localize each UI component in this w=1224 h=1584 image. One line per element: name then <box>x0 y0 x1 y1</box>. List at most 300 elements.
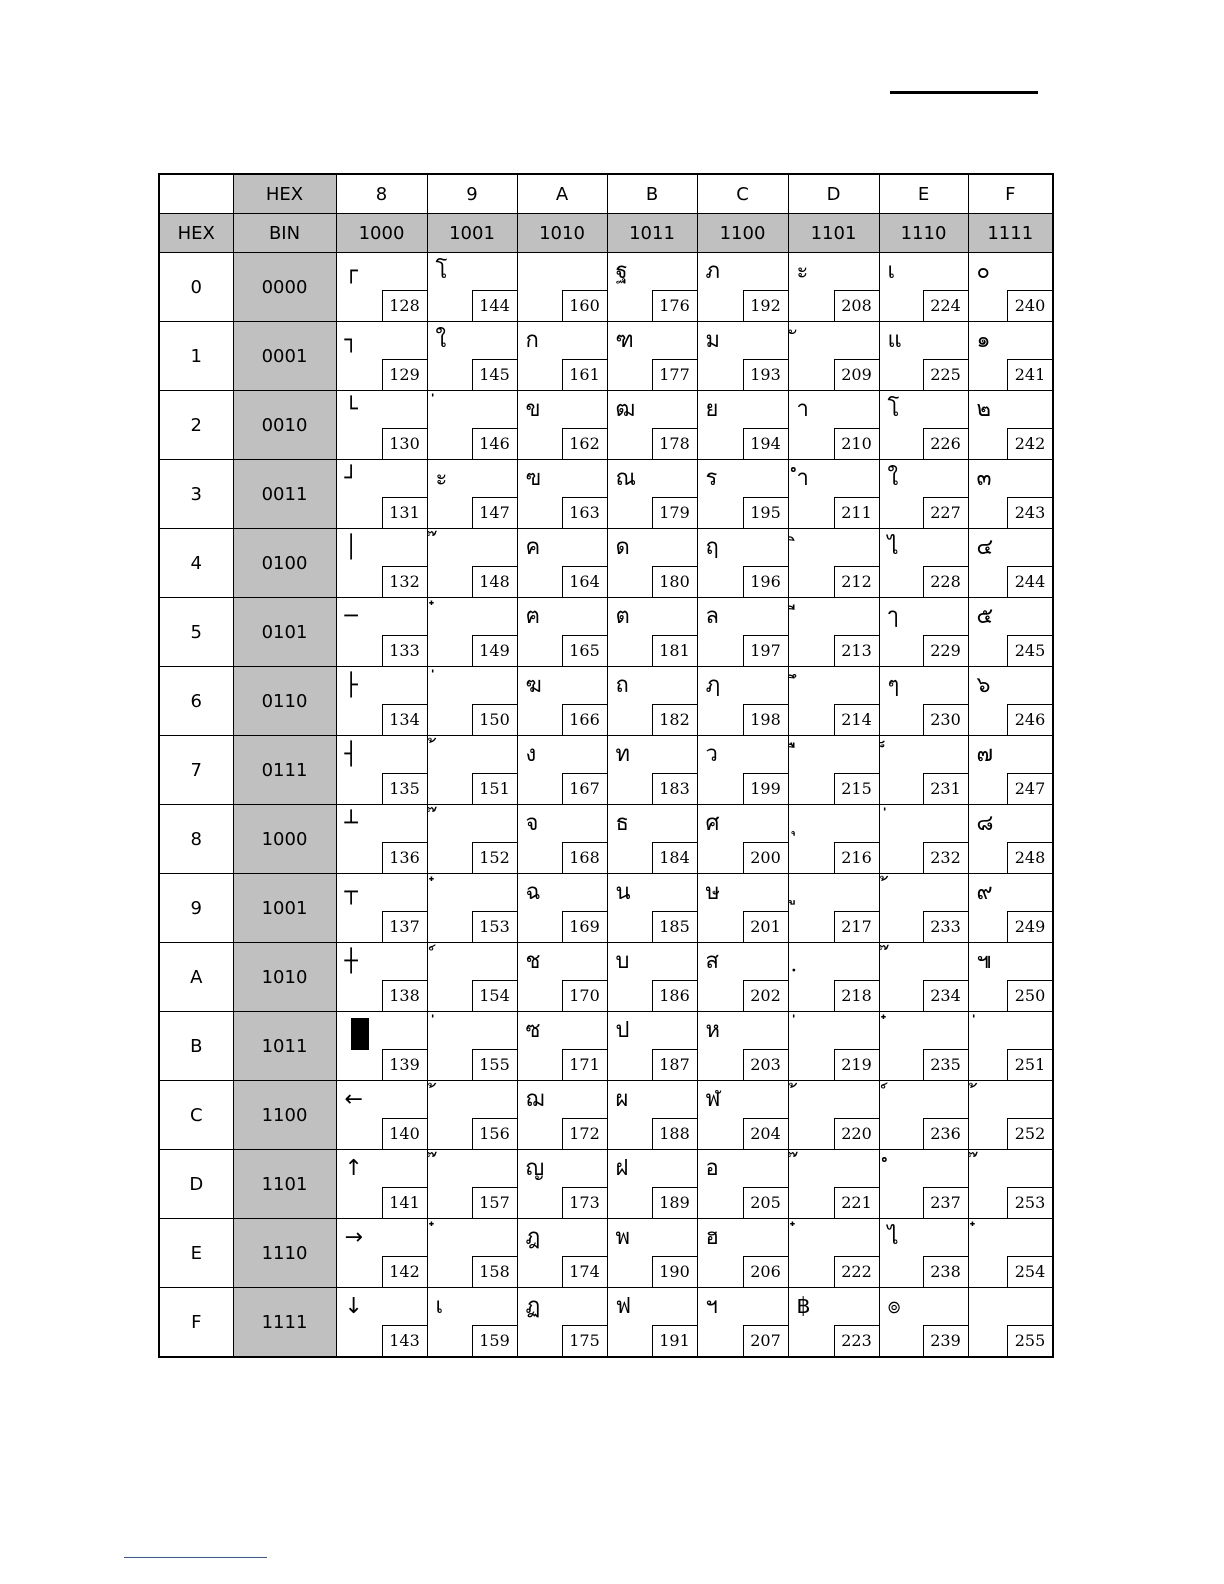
char-cell <box>788 253 879 322</box>
char-glyph: ฿ <box>796 1294 811 1319</box>
char-glyph: ะ <box>435 466 448 491</box>
decimal-code: 216 <box>834 842 880 874</box>
decimal-code: 226 <box>923 428 969 460</box>
char-cell <box>607 943 697 1012</box>
hex-label: HEX <box>233 174 336 214</box>
char-cell <box>336 598 427 667</box>
char-cell <box>336 1288 427 1358</box>
row-hex: F <box>159 1288 233 1358</box>
char-cell <box>788 736 879 805</box>
char-cell <box>336 874 427 943</box>
char-glyph: ฃ <box>525 466 542 491</box>
char-glyph: ะ <box>796 259 809 284</box>
table-row <box>159 1012 1053 1081</box>
table-row <box>159 391 1053 460</box>
decimal-code: 148 <box>472 566 518 598</box>
decimal-code: 135 <box>382 773 428 805</box>
decimal-code: 168 <box>562 842 608 874</box>
row-bin: 1001 <box>233 874 336 943</box>
decimal-code: 231 <box>923 773 969 805</box>
char-cell <box>517 322 607 391</box>
decimal-code: 184 <box>652 842 698 874</box>
decimal-code: 164 <box>562 566 608 598</box>
row-bin: 0001 <box>233 322 336 391</box>
char-cell <box>968 391 1053 460</box>
decimal-code: 134 <box>382 704 428 736</box>
table-row <box>159 1219 1053 1288</box>
char-glyph: ม <box>705 328 721 353</box>
col-bin: 1101 <box>788 214 879 253</box>
decimal-code: 174 <box>562 1256 608 1288</box>
char-cell <box>517 1081 607 1150</box>
decimal-code: 176 <box>652 290 698 322</box>
char-cell <box>607 391 697 460</box>
row-bin: 0010 <box>233 391 336 460</box>
char-cell <box>879 805 968 874</box>
char-glyph: ษ <box>705 880 721 905</box>
col-hex: E <box>879 174 968 214</box>
char-cell <box>879 943 968 1012</box>
decimal-code: 245 <box>1007 635 1053 667</box>
row-hex: 2 <box>159 391 233 460</box>
char-glyph: แ <box>887 328 902 353</box>
decimal-code: 200 <box>743 842 789 874</box>
row-bin: 1000 <box>233 805 336 874</box>
col-hex: 8 <box>336 174 427 214</box>
char-glyph: พ <box>615 1225 631 1250</box>
char-cell <box>427 1288 517 1358</box>
decimal-code: 131 <box>382 497 428 529</box>
table-row <box>159 460 1053 529</box>
table-row <box>159 253 1053 322</box>
char-cell <box>427 805 517 874</box>
character-code-table <box>158 173 1054 1358</box>
col-bin: 1111 <box>968 214 1053 253</box>
char-glyph: ๔ <box>976 535 994 560</box>
char-glyph: ๘ <box>976 811 994 836</box>
table-row <box>159 322 1053 391</box>
decimal-code: 242 <box>1007 428 1053 460</box>
char-cell <box>968 253 1053 322</box>
char-glyph: ป <box>615 1018 630 1043</box>
col-hex: A <box>517 174 607 214</box>
row-bin: 0000 <box>233 253 336 322</box>
decimal-code: 215 <box>834 773 880 805</box>
table-row <box>159 667 1053 736</box>
decimal-code: 205 <box>743 1187 789 1219</box>
col-bin: 1100 <box>697 214 788 253</box>
decimal-code: 154 <box>472 980 518 1012</box>
col-bin: 1000 <box>336 214 427 253</box>
decimal-code: 178 <box>652 428 698 460</box>
decimal-code: 173 <box>562 1187 608 1219</box>
char-cell <box>607 1219 697 1288</box>
char-cell <box>336 667 427 736</box>
decimal-code: 185 <box>652 911 698 943</box>
char-cell <box>968 1081 1053 1150</box>
decimal-code: 194 <box>743 428 789 460</box>
char-cell <box>788 943 879 1012</box>
char-glyph: ต <box>615 604 630 629</box>
char-cell <box>336 529 427 598</box>
decimal-code: 218 <box>834 980 880 1012</box>
char-glyph: ก <box>525 328 539 353</box>
decimal-code: 139 <box>382 1049 428 1081</box>
char-cell <box>336 943 427 1012</box>
decimal-code: 188 <box>652 1118 698 1150</box>
char-cell <box>427 1012 517 1081</box>
decimal-code: 212 <box>834 566 880 598</box>
decimal-code: 196 <box>743 566 789 598</box>
char-glyph: ฑ <box>615 328 634 353</box>
decimal-code: 132 <box>382 566 428 598</box>
decimal-code: 206 <box>743 1256 789 1288</box>
char-glyph: ┘ <box>344 466 358 491</box>
char-cell <box>336 1219 427 1288</box>
table-row <box>159 805 1053 874</box>
char-glyph: ┐ <box>344 328 358 353</box>
char-cell <box>879 598 968 667</box>
char-glyph: ฯ <box>705 1294 718 1319</box>
char-glyph: ส <box>705 949 719 974</box>
char-glyph: โ <box>435 259 448 284</box>
char-glyph: ๓ <box>976 466 992 491</box>
decimal-code: 240 <box>1007 290 1053 322</box>
decimal-code: 210 <box>834 428 880 460</box>
decimal-code: 253 <box>1007 1187 1053 1219</box>
char-glyph: ฎ <box>525 1225 541 1250</box>
char-cell <box>427 253 517 322</box>
decimal-code: 181 <box>652 635 698 667</box>
char-glyph: ไ <box>887 535 899 560</box>
table-row <box>159 598 1053 667</box>
char-glyph: บ <box>615 949 630 974</box>
row-hex: E <box>159 1219 233 1288</box>
char-glyph: ฆ <box>525 673 542 698</box>
char-glyph: ด <box>615 535 630 560</box>
col-hex: D <box>788 174 879 214</box>
char-glyph: ภ <box>705 259 721 284</box>
char-cell <box>607 874 697 943</box>
char-glyph: ๚ <box>976 949 992 974</box>
char-glyph: ฤ <box>705 535 719 560</box>
char-cell <box>517 1288 607 1358</box>
decimal-code: 140 <box>382 1118 428 1150</box>
char-cell <box>697 529 788 598</box>
table-row <box>159 874 1053 943</box>
char-cell <box>697 253 788 322</box>
char-cell <box>427 1219 517 1288</box>
decimal-code: 201 <box>743 911 789 943</box>
char-cell <box>427 460 517 529</box>
char-cell <box>879 391 968 460</box>
decimal-code: 202 <box>743 980 789 1012</box>
decimal-code: 217 <box>834 911 880 943</box>
decimal-code: 161 <box>562 359 608 391</box>
decimal-code: 128 <box>382 290 428 322</box>
char-glyph: ฌ <box>525 1087 545 1112</box>
decimal-code: 255 <box>1007 1325 1053 1357</box>
decimal-code: 159 <box>472 1325 518 1357</box>
decimal-code: 193 <box>743 359 789 391</box>
row-bin: 1010 <box>233 943 336 1012</box>
char-glyph: ๏ <box>887 1294 901 1319</box>
char-cell <box>788 667 879 736</box>
char-cell <box>607 322 697 391</box>
decimal-code: 149 <box>472 635 518 667</box>
char-cell <box>336 460 427 529</box>
char-cell <box>697 874 788 943</box>
decimal-code: 162 <box>562 428 608 460</box>
table-row <box>159 1150 1053 1219</box>
decimal-code: 177 <box>652 359 698 391</box>
char-glyph: ↑ <box>344 1156 363 1181</box>
decimal-code: 156 <box>472 1118 518 1150</box>
char-glyph: ศ <box>705 811 720 836</box>
char-cell <box>879 667 968 736</box>
char-glyph: ┴ <box>344 811 358 836</box>
char-glyph: ใ <box>435 328 447 353</box>
char-glyph: ฉ <box>525 880 541 905</box>
full-block-glyph <box>351 1018 369 1050</box>
decimal-code: 137 <box>382 911 428 943</box>
decimal-code: 155 <box>472 1049 518 1081</box>
char-cell <box>697 598 788 667</box>
decimal-code: 192 <box>743 290 789 322</box>
char-cell <box>607 598 697 667</box>
decimal-code: 203 <box>743 1049 789 1081</box>
char-cell <box>607 253 697 322</box>
decimal-code: 228 <box>923 566 969 598</box>
char-glyph: ┌ <box>344 259 358 284</box>
decimal-code: 151 <box>472 773 518 805</box>
char-cell <box>517 874 607 943</box>
char-glyph: ท <box>615 742 631 767</box>
char-glyph: า <box>796 397 809 422</box>
header-bin-row <box>159 214 1053 253</box>
decimal-code: 252 <box>1007 1118 1053 1150</box>
decimal-code: 246 <box>1007 704 1053 736</box>
table-row <box>159 736 1053 805</box>
decimal-code: 249 <box>1007 911 1053 943</box>
char-glyph: ค <box>525 535 541 560</box>
char-glyph: ำ <box>796 466 809 491</box>
decimal-code: 170 <box>562 980 608 1012</box>
char-cell <box>427 736 517 805</box>
decimal-code: 207 <box>743 1325 789 1357</box>
table-row <box>159 529 1053 598</box>
char-cell <box>607 529 697 598</box>
char-glyph: ไ <box>887 1225 899 1250</box>
char-cell <box>788 598 879 667</box>
char-glyph: ข <box>525 397 541 422</box>
char-glyph: อ <box>705 1156 719 1181</box>
row-bin: 1110 <box>233 1219 336 1288</box>
char-cell <box>607 736 697 805</box>
char-cell <box>788 322 879 391</box>
col-bin: 1011 <box>607 214 697 253</box>
char-cell <box>968 598 1053 667</box>
decimal-code: 214 <box>834 704 880 736</box>
char-cell <box>697 1081 788 1150</box>
decimal-code: 166 <box>562 704 608 736</box>
table-row <box>159 943 1053 1012</box>
decimal-code: 241 <box>1007 359 1053 391</box>
char-glyph: ฐ <box>615 259 628 284</box>
char-glyph: ๖ <box>976 673 991 698</box>
char-cell <box>968 529 1053 598</box>
char-cell <box>968 805 1053 874</box>
char-glyph: ผ <box>615 1087 629 1112</box>
decimal-code: 165 <box>562 635 608 667</box>
decimal-code: 146 <box>472 428 518 460</box>
char-cell <box>968 667 1053 736</box>
char-cell <box>697 1219 788 1288</box>
decimal-code: 219 <box>834 1049 880 1081</box>
row-hex: D <box>159 1150 233 1219</box>
row-bin: 1101 <box>233 1150 336 1219</box>
decimal-code: 186 <box>652 980 698 1012</box>
decimal-code: 130 <box>382 428 428 460</box>
decimal-code: 248 <box>1007 842 1053 874</box>
char-cell <box>607 1081 697 1150</box>
decimal-code: 190 <box>652 1256 698 1288</box>
row-bin: 0100 <box>233 529 336 598</box>
char-cell <box>879 1150 968 1219</box>
col-hex: C <box>697 174 788 214</box>
decimal-code: 189 <box>652 1187 698 1219</box>
char-cell <box>336 736 427 805</box>
char-glyph: ง <box>525 742 537 767</box>
char-cell <box>517 529 607 598</box>
char-cell <box>517 943 607 1012</box>
footer-link-rule <box>124 1557 267 1558</box>
decimal-code: 213 <box>834 635 880 667</box>
decimal-code: 145 <box>472 359 518 391</box>
char-cell <box>879 874 968 943</box>
decimal-code: 238 <box>923 1256 969 1288</box>
char-cell <box>788 1288 879 1358</box>
decimal-code: 129 <box>382 359 428 391</box>
char-cell <box>427 598 517 667</box>
decimal-code: 223 <box>834 1325 880 1357</box>
decimal-code: 236 <box>923 1118 969 1150</box>
char-glyph: เ <box>887 259 896 284</box>
col-bin: 1010 <box>517 214 607 253</box>
col-bin: 1001 <box>427 214 517 253</box>
table-row <box>159 1288 1053 1358</box>
char-cell <box>879 460 968 529</box>
char-glyph: ๗ <box>976 742 994 767</box>
decimal-code: 199 <box>743 773 789 805</box>
char-glyph: เ <box>435 1294 444 1319</box>
char-cell <box>517 598 607 667</box>
char-cell <box>607 1150 697 1219</box>
row-bin: 0101 <box>233 598 336 667</box>
decimal-code: 150 <box>472 704 518 736</box>
decimal-code: 141 <box>382 1187 428 1219</box>
decimal-code: 229 <box>923 635 969 667</box>
char-glyph: ๅ <box>887 604 899 629</box>
char-cell <box>879 1219 968 1288</box>
decimal-code: 136 <box>382 842 428 874</box>
char-cell <box>697 391 788 460</box>
char-cell <box>879 1081 968 1150</box>
char-glyph: ← <box>344 1087 363 1112</box>
row-bin: 1111 <box>233 1288 336 1358</box>
char-cell <box>427 943 517 1012</box>
row-hex: 0 <box>159 253 233 322</box>
char-glyph: ฏ <box>525 1294 541 1319</box>
char-cell <box>336 1012 427 1081</box>
col-hex: B <box>607 174 697 214</box>
char-cell <box>788 874 879 943</box>
char-glyph: ว <box>705 742 718 767</box>
char-glyph: ณ <box>615 466 636 491</box>
decimal-code: 250 <box>1007 980 1053 1012</box>
char-cell <box>517 1219 607 1288</box>
char-cell <box>427 1150 517 1219</box>
char-cell <box>697 1288 788 1358</box>
char-glyph: ถ <box>615 673 629 698</box>
char-cell <box>968 1012 1053 1081</box>
char-cell <box>788 1081 879 1150</box>
decimal-code: 235 <box>923 1049 969 1081</box>
char-cell <box>879 322 968 391</box>
char-cell <box>517 736 607 805</box>
char-glyph: ญ <box>525 1156 545 1181</box>
decimal-code: 247 <box>1007 773 1053 805</box>
char-glyph: ↓ <box>344 1294 363 1319</box>
char-glyph: ฅ <box>525 604 541 629</box>
char-glyph: ใ <box>887 466 899 491</box>
char-cell <box>427 322 517 391</box>
char-glyph: ┤ <box>344 742 358 767</box>
row-hex: 3 <box>159 460 233 529</box>
row-bin: 0110 <box>233 667 336 736</box>
row-hex: 7 <box>159 736 233 805</box>
decimal-code: 204 <box>743 1118 789 1150</box>
row-hex: 1 <box>159 322 233 391</box>
col-hex: 9 <box>427 174 517 214</box>
decimal-code: 230 <box>923 704 969 736</box>
char-glyph: ฦ <box>705 673 721 698</box>
row-bin: 1100 <box>233 1081 336 1150</box>
decimal-code: 157 <box>472 1187 518 1219</box>
char-glyph: ├ <box>344 673 358 698</box>
row-hex: 9 <box>159 874 233 943</box>
char-cell <box>879 1012 968 1081</box>
char-cell <box>788 529 879 598</box>
char-cell <box>336 1150 427 1219</box>
decimal-code: 220 <box>834 1118 880 1150</box>
char-cell <box>517 1012 607 1081</box>
row-hex: 6 <box>159 667 233 736</box>
char-cell <box>517 1150 607 1219</box>
char-cell <box>336 805 427 874</box>
decimal-code: 171 <box>562 1049 608 1081</box>
char-cell <box>968 322 1053 391</box>
row-hex: 5 <box>159 598 233 667</box>
decimal-code: 187 <box>652 1049 698 1081</box>
char-cell <box>879 1288 968 1358</box>
char-cell <box>336 253 427 322</box>
char-cell <box>697 667 788 736</box>
char-cell <box>968 1219 1053 1288</box>
char-cell <box>697 805 788 874</box>
char-cell <box>788 1219 879 1288</box>
char-cell <box>607 805 697 874</box>
